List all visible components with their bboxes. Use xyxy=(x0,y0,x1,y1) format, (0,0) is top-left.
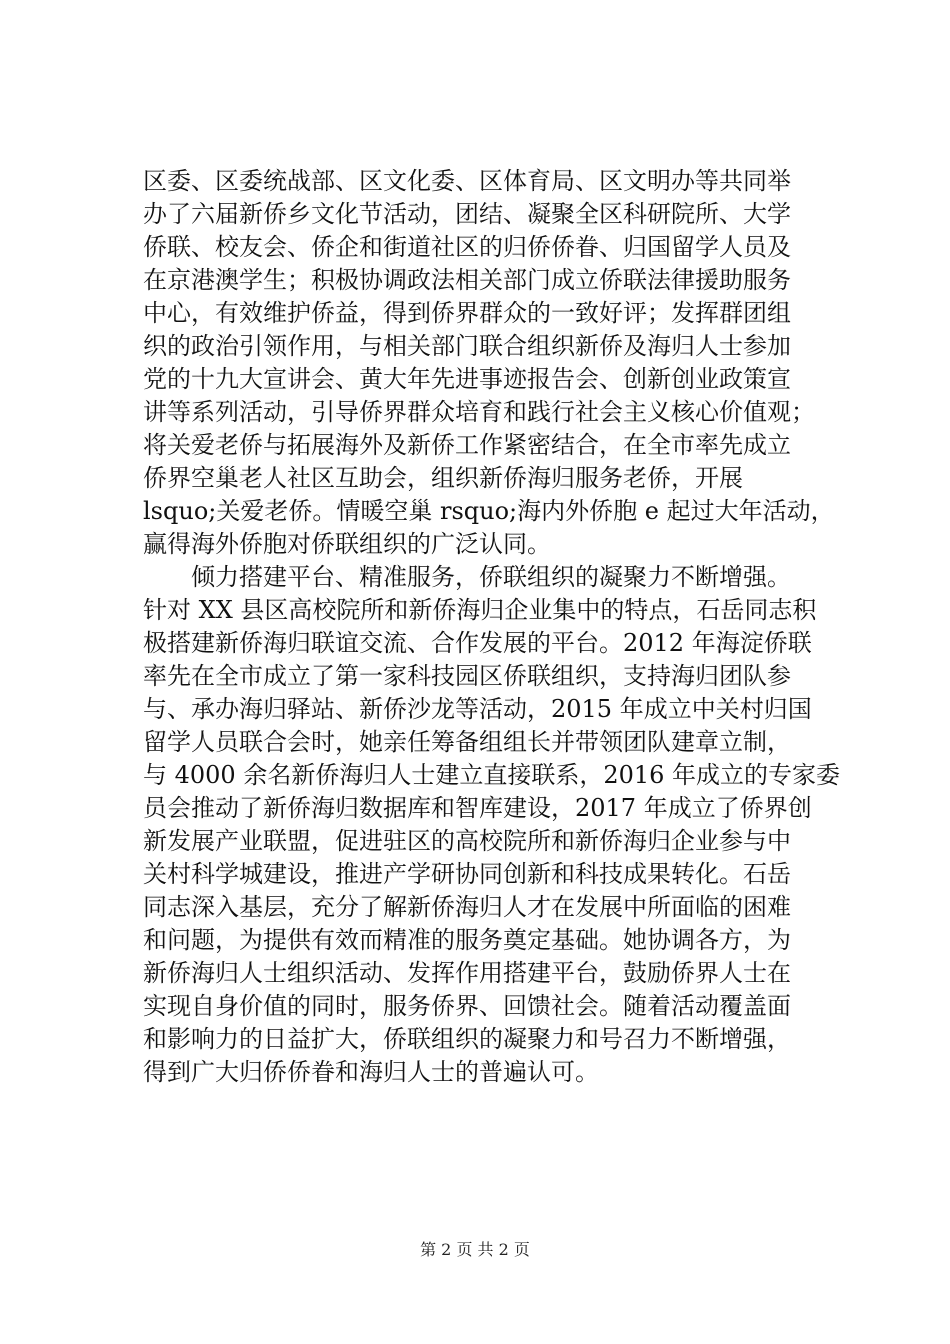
text-line: 针对 XX 县区高校院所和新侨海归企业集中的特点，石岳同志积 xyxy=(143,596,817,624)
text-line: 倾力搭建平台、精准服务，侨联组织的凝聚力不断增强。 xyxy=(143,563,791,591)
text-line: 织的政治引领作用，与相关部门联合组织新侨及海归人士参加 xyxy=(143,332,791,360)
paragraph xyxy=(143,561,841,1089)
text-line: 新侨海归人士组织活动、发挥作用搭建平台，鼓励侨界人士在 xyxy=(143,959,791,987)
text-line: 侨联、校友会、侨企和街道社区的归侨侨眷、归国留学人员及 xyxy=(143,233,791,261)
text-line: 和问题，为提供有效而精准的服务奠定基础。她协调各方，为 xyxy=(143,926,791,954)
text-line: 员会推动了新侨海归数据库和智库建设，2017 年成立了侨界创 xyxy=(143,794,812,822)
text-line: 讲等系列活动，引导侨界群众培育和践行社会主义核心价值观； xyxy=(143,398,815,426)
text-line: 与 4000 余名新侨海归人士建立直接联系，2016 年成立的专家委 xyxy=(143,761,841,789)
text-line: 区委、区委统战部、区文化委、区体育局、区文明办等共同举 xyxy=(143,167,791,195)
text-line: 办了六届新侨乡文化节活动，团结、凝聚全区科研院所、大学 xyxy=(143,200,791,228)
paragraph xyxy=(143,165,835,561)
page-footer: 第 2 页 共 2 页 xyxy=(420,1240,530,1259)
text-line: 极搭建新侨海归联谊交流、合作发展的平台。2012 年海淀侨联 xyxy=(143,629,812,657)
text-line: 赢得海外侨胞对侨联组织的广泛认同。 xyxy=(143,530,551,558)
text-line: lsquo;关爱老侨。情暖空巢 rsquo;海内外侨胞 e 起过大年活动， xyxy=(143,497,835,525)
text-line: 关村科学城建设，推进产学研协同创新和科技成果转化。石岳 xyxy=(143,860,791,888)
text-line: 与、承办海归驿站、新侨沙龙等活动，2015 年成立中关村归国 xyxy=(143,695,812,723)
text-line: 党的十九大宣讲会、黄大年先进事迹报告会、创新创业政策宣 xyxy=(143,365,791,393)
text-line: 将关爱老侨与拓展海外及新侨工作紧密结合，在全市率先成立 xyxy=(143,431,791,459)
text-line: 实现自身价值的同时，服务侨界、回馈社会。随着活动覆盖面 xyxy=(143,992,791,1020)
text-line: 侨界空巢老人社区互助会，组织新侨海归服务老侨，开展 xyxy=(143,464,743,492)
text-line: 得到广大归侨侨眷和海归人士的普遍认可。 xyxy=(143,1058,599,1086)
text-line: 率先在全市成立了第一家科技园区侨联组织，支持海归团队参 xyxy=(143,662,791,690)
text-line: 同志深入基层，充分了解新侨海归人才在发展中所面临的困难 xyxy=(143,893,791,921)
text-line: 在京港澳学生；积极协调政法相关部门成立侨联法律援助服务 xyxy=(143,266,791,294)
text-line: 中心，有效维护侨益，得到侨界群众的一致好评；发挥群团组 xyxy=(143,299,791,327)
body-text xyxy=(143,165,841,1089)
text-line: 留学人员联合会时，她亲任筹备组组长并带领团队建章立制， xyxy=(143,728,791,756)
text-line: 新发展产业联盟，促进驻区的高校院所和新侨海归企业参与中 xyxy=(143,827,791,855)
text-line: 和影响力的日益扩大，侨联组织的凝聚力和号召力不断增强， xyxy=(143,1025,791,1053)
